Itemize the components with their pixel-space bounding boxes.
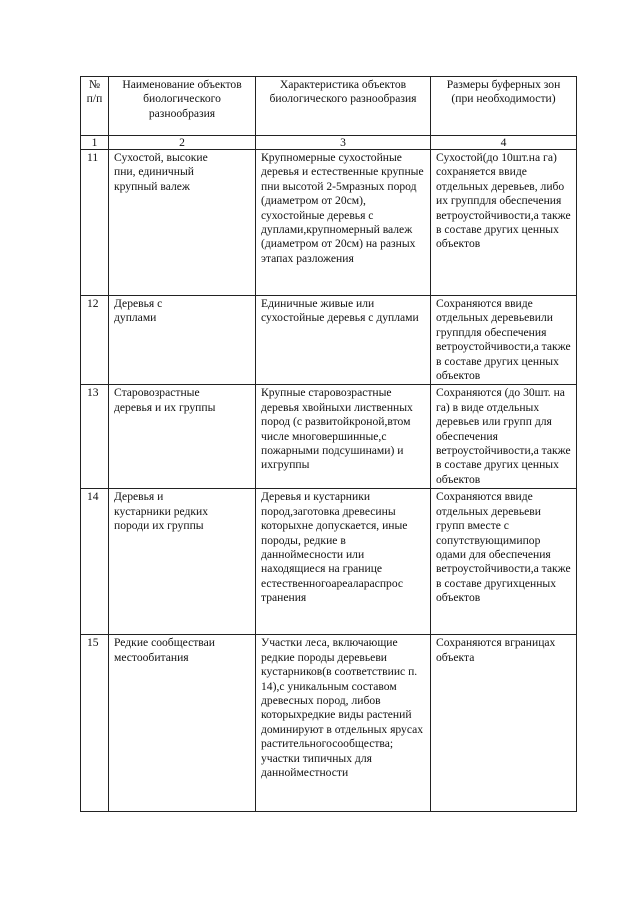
object-characteristic: Участки леса, включающие редкие породы деревьеви кустарников(в соответствиис п. 14),с уникальным составом древесных пород, либов которыхредкие виды растений доминируют в отдельных ярусах растительногосообщества; участки типичных для даннойместности	[256, 635, 431, 812]
row-number: 15	[81, 635, 109, 812]
object-name: Деревья с дуплами	[109, 296, 256, 385]
column-number: 1	[81, 136, 109, 150]
object-characteristic: Единичные живые или сухостойные деревья с дуплами	[256, 296, 431, 385]
table-row	[81, 635, 577, 812]
column-number-row	[81, 136, 577, 150]
column-number: 4	[431, 136, 577, 150]
column-number: 2	[109, 136, 256, 150]
row-number: 12	[81, 296, 109, 385]
table-row	[81, 489, 577, 635]
object-characteristic: Деревья и кустарники пород,заготовка древесины которыхне допускается, иные породы, редкие в данноймесности или находящиеся на границе естественногоареаларaспрос транения	[256, 489, 431, 635]
buffer-zone-size: Сохраняются вграницах объекта	[431, 635, 577, 812]
object-characteristic: Крупные старовозрастные деревья хвойныхи лиственных пород (с развитойкроной,втом числе многовершинные,с пожарными подсушинами) и ихгруппы	[256, 385, 431, 489]
row-number: 14	[81, 489, 109, 635]
document-page	[80, 76, 576, 812]
header-number: № п/п	[81, 77, 109, 136]
buffer-zone-size: Сухостой(до 10шт.на га) сохраняется ввиде отдельных деревьев, либо их группдля обеспечения ветроустойчивости,а также в составе других ценных объектов	[431, 150, 577, 296]
object-name: Деревья и кустарники редких породи их группы	[109, 489, 256, 635]
buffer-zone-size: Сохраняются (до 30шт. на га) в виде отдельных деревьев или групп для обеспечения ветроустойчивости,а также в составе других ценных объектов	[431, 385, 577, 489]
column-number: 3	[256, 136, 431, 150]
object-name: Сухостой, высокие пни, единичный крупный валеж	[109, 150, 256, 296]
table-row	[81, 296, 577, 385]
table-row	[81, 150, 577, 296]
header-buffer-size: Размеры буферных зон (при необходимости)	[431, 77, 577, 136]
object-characteristic: Крупномерные сухостойные деревья и естественные крупные пни высотой 2-5мразных пород (диаметром от 20см), сухостойные деревья с дуплами,крупномерный валеж (диаметром от 20см) на разных этапах разложения	[256, 150, 431, 296]
object-name: Редкие сообществаи местообитания	[109, 635, 256, 812]
buffer-zone-size: Сохраняются ввиде отдельных деревьевили группдля обеспечения ветроустойчивости,а также в составе других ценных объектов	[431, 296, 577, 385]
header-object-name: Наименование объектов биологического разнообразия	[109, 77, 256, 136]
row-number: 13	[81, 385, 109, 489]
buffer-zone-size: Сохраняются ввиде отдельных деревьеви групп вместе с сопутствующимипор одами для обеспечения ветроустойчивости,а также в составе другихценных объектов	[431, 489, 577, 635]
row-number: 11	[81, 150, 109, 296]
table-header-row	[81, 77, 577, 136]
table-row	[81, 385, 577, 489]
header-object-characteristic: Характеристика объектов биологического разнообразия	[256, 77, 431, 136]
object-name: Старовозрастные деревья и их группы	[109, 385, 256, 489]
biodiversity-table	[80, 76, 577, 812]
